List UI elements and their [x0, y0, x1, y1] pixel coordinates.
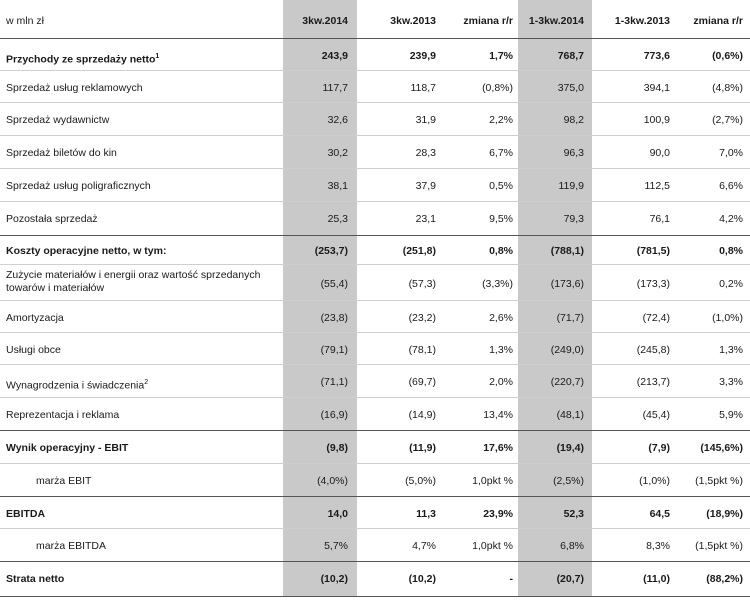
table-cell: (79,1) — [320, 344, 348, 356]
footnote-marker: 1 — [155, 53, 160, 60]
table-cell: 5,7% — [324, 540, 348, 552]
table-cell: 28,3 — [415, 147, 436, 159]
table-cell: 4,7% — [412, 540, 436, 552]
table-cell: 7,0% — [719, 147, 743, 159]
column-header: 1-3kw.2014 — [528, 15, 584, 27]
table-cell: 38,1 — [327, 180, 348, 192]
table-row — [0, 302, 750, 334]
column-header: 3kw.2014 — [302, 15, 348, 27]
table-cell: (23,8) — [320, 312, 348, 324]
row-divider — [0, 235, 750, 236]
table-row — [0, 266, 750, 302]
row-divider — [0, 561, 750, 562]
row-label — [6, 245, 166, 258]
table-cell: (10,2) — [320, 573, 348, 585]
table-cell: 17,6% — [483, 442, 513, 454]
table-cell: 239,9 — [409, 50, 436, 62]
row-label-text: Wynik operacyjny - EBIT — [6, 442, 129, 454]
table-cell: (10,2) — [408, 573, 436, 585]
table-cell: 96,3 — [563, 147, 584, 159]
table-cell: 3,3% — [719, 376, 743, 388]
table-cell: (213,7) — [636, 376, 670, 388]
unit-label: w mln zł — [6, 15, 44, 27]
row-label — [6, 213, 98, 226]
table-cell: 37,9 — [415, 180, 436, 192]
table-cell: 23,9% — [483, 508, 513, 520]
table-cell: (55,4) — [320, 278, 348, 290]
table-cell: (251,8) — [402, 245, 436, 257]
column-header: 3kw.2013 — [390, 15, 436, 27]
table-cell: (220,7) — [550, 376, 584, 388]
table-cell: 11,3 — [416, 508, 436, 520]
row-label — [6, 269, 260, 295]
table-cell: (781,5) — [636, 245, 670, 257]
table-cell: (20,7) — [556, 573, 584, 585]
footnote-marker: 2 — [144, 379, 149, 386]
table-cell: 14,0 — [327, 508, 348, 520]
table-cell: 100,9 — [643, 114, 670, 126]
table-cell: (19,4) — [556, 442, 584, 454]
row-divider — [0, 135, 750, 136]
column-header: 1-3kw.2013 — [614, 15, 670, 27]
row-label — [6, 376, 148, 393]
table-cell: 119,9 — [558, 180, 584, 192]
row-label-text: Pozostała sprzedaż — [6, 213, 98, 225]
table-cell: (57,3) — [408, 278, 436, 290]
row-label-text: Strata netto — [6, 573, 65, 585]
table-row — [0, 170, 750, 202]
table-cell: (0,8%) — [482, 82, 513, 94]
table-cell: 2,2% — [489, 114, 513, 126]
row-divider — [0, 168, 750, 169]
table-cell: 5,9% — [719, 409, 743, 421]
table-row — [0, 432, 750, 464]
table-cell: (45,4) — [642, 409, 670, 421]
table-row — [0, 530, 750, 562]
table-cell: (245,8) — [636, 344, 670, 356]
table-cell: (14,9) — [408, 409, 436, 421]
row-divider — [0, 364, 750, 365]
table-cell: 9,5% — [489, 213, 513, 225]
row-divider — [0, 102, 750, 103]
row-divider — [0, 496, 750, 497]
table-cell: (71,7) — [556, 312, 584, 324]
row-label-text: Sprzedaż wydawnictw — [6, 114, 110, 126]
table-cell: 1,3% — [719, 344, 743, 356]
row-label — [6, 442, 128, 455]
table-cell: (11,9) — [409, 442, 436, 454]
table-row — [0, 334, 750, 366]
table-cell: 1,7% — [489, 50, 513, 62]
row-label-text: Koszty operacyjne netto, w tym: — [6, 245, 167, 257]
table-cell: (71,1) — [320, 376, 348, 388]
table-cell: (23,2) — [408, 312, 436, 324]
row-divider — [0, 528, 750, 529]
row-divider — [0, 201, 750, 202]
table-cell: (173,6) — [550, 278, 584, 290]
row-divider — [0, 430, 750, 431]
table-cell: 4,2% — [719, 213, 743, 225]
table-cell: (5,0%) — [405, 475, 436, 487]
table-cell: (88,2%) — [706, 573, 743, 585]
row-label-text: Przychody ze sprzedaży netto — [6, 53, 156, 66]
table-cell: 1,0pkt % — [472, 540, 513, 552]
table-cell: 0,8% — [719, 245, 743, 257]
table-cell: 31,9 — [415, 114, 436, 126]
table-cell: 394,1 — [643, 82, 670, 94]
row-divider — [0, 70, 750, 71]
table-cell: 0,5% — [489, 180, 513, 192]
row-divider — [0, 332, 750, 333]
table-cell: (72,4) — [642, 312, 670, 324]
row-label-text: Sprzedaż usług reklamowych — [6, 82, 143, 94]
row-label — [6, 312, 64, 325]
table-row — [0, 203, 750, 235]
row-label-text: Sprzedaż usług poligraficznych — [6, 180, 151, 192]
row-label — [6, 409, 119, 422]
table-cell: (78,1) — [408, 344, 436, 356]
table-cell: 6,8% — [560, 540, 584, 552]
row-label-text: Wynagrodzenia i świadczenia — [6, 379, 145, 392]
row-label-text: Sprzedaż biletów do kin — [6, 147, 117, 159]
table-cell: (4,8%) — [712, 82, 743, 94]
row-divider — [0, 300, 750, 301]
row-label — [6, 573, 64, 586]
row-label-text: marża EBIT — [36, 475, 92, 487]
row-label-text: Usługi obce — [6, 344, 61, 356]
table-header — [0, 6, 750, 36]
table-cell: (16,9) — [320, 409, 348, 421]
row-label — [36, 540, 106, 553]
table-cell: 32,6 — [327, 114, 348, 126]
table-row — [0, 399, 750, 431]
row-divider — [0, 38, 750, 39]
table-cell: (1,5pkt %) — [695, 475, 743, 487]
row-label-text: Amortyzacja — [6, 312, 64, 324]
table-cell: 76,1 — [649, 213, 670, 225]
table-row — [0, 72, 750, 104]
table-cell: 1,3% — [489, 344, 513, 356]
table-cell: 117,7 — [322, 82, 348, 94]
table-row — [0, 465, 750, 497]
table-cell: 8,3% — [646, 540, 670, 552]
table-cell: 768,7 — [557, 50, 584, 62]
row-label — [6, 508, 45, 521]
table-cell: (0,6%) — [712, 50, 743, 62]
row-divider — [0, 596, 750, 597]
table-row — [0, 40, 750, 72]
table-cell: (9,8) — [326, 442, 348, 454]
table-cell: 2,0% — [489, 376, 513, 388]
row-label — [6, 114, 109, 127]
table-cell: (3,3%) — [482, 278, 513, 290]
table-cell: (173,3) — [636, 278, 670, 290]
row-divider — [0, 264, 750, 265]
table-cell: 375,0 — [557, 82, 584, 94]
table-cell: 64,5 — [649, 508, 670, 520]
table-cell: 90,0 — [649, 147, 670, 159]
table-cell: (788,1) — [550, 245, 584, 257]
table-row — [0, 498, 750, 530]
table-cell: (2,5%) — [553, 475, 584, 487]
table-cell: - — [509, 573, 513, 585]
table-cell: 23,1 — [415, 213, 436, 225]
table-cell: (2,7%) — [712, 114, 743, 126]
table-cell: 773,6 — [643, 50, 670, 62]
table-cell: (11,0) — [643, 573, 670, 585]
table-cell: 6,6% — [719, 180, 743, 192]
table-cell: 6,7% — [489, 147, 513, 159]
table-row — [0, 366, 750, 398]
table-cell: 30,2 — [327, 147, 348, 159]
table-cell: 1,0pkt % — [472, 475, 513, 487]
row-label-text: Zużycie materiałów i energii oraz wartość sprzedanych — [6, 269, 261, 281]
column-header: zmiana r/r — [463, 15, 513, 27]
table-row — [0, 563, 750, 595]
table-cell: 98,2 — [563, 114, 584, 126]
table-cell: (249,0) — [550, 344, 584, 356]
table-cell: 52,3 — [563, 508, 584, 520]
table-cell: 79,3 — [563, 213, 584, 225]
table-cell: 0,8% — [489, 245, 513, 257]
table-cell: 118,7 — [410, 82, 436, 94]
row-label-text: marża EBITDA — [36, 540, 107, 552]
row-divider — [0, 397, 750, 398]
table-row — [0, 237, 750, 265]
row-label-text: Reprezentacja i reklama — [6, 409, 120, 421]
table-cell: 2,6% — [489, 312, 513, 324]
row-label-text: EBITDA — [6, 508, 46, 520]
row-label — [6, 50, 159, 67]
table-cell: (1,0%) — [639, 475, 670, 487]
table-cell: (1,5pkt %) — [695, 540, 743, 552]
row-label-continuation: towarów i materiałów — [6, 282, 105, 294]
row-divider — [0, 463, 750, 464]
table-cell: (145,6%) — [700, 442, 743, 454]
table-cell: 0,2% — [719, 278, 743, 290]
row-label — [6, 82, 143, 95]
row-label — [6, 147, 117, 160]
table-cell: (18,9%) — [706, 508, 743, 520]
table-cell: (4,0%) — [317, 475, 348, 487]
table-cell: (1,0%) — [712, 312, 743, 324]
row-label — [6, 344, 61, 357]
row-label — [36, 475, 91, 488]
table-cell: (253,7) — [314, 245, 348, 257]
table-cell: 112,5 — [644, 180, 670, 192]
table-cell: (7,9) — [648, 442, 670, 454]
table-row — [0, 137, 750, 169]
table-cell: 25,3 — [327, 213, 348, 225]
table-cell: 243,9 — [321, 50, 348, 62]
table-row — [0, 104, 750, 136]
table-cell: (69,7) — [408, 376, 436, 388]
table-cell: (48,1) — [556, 409, 584, 421]
table-cell: 13,4% — [483, 409, 513, 421]
column-header: zmiana r/r — [693, 15, 743, 27]
row-label — [6, 180, 151, 193]
